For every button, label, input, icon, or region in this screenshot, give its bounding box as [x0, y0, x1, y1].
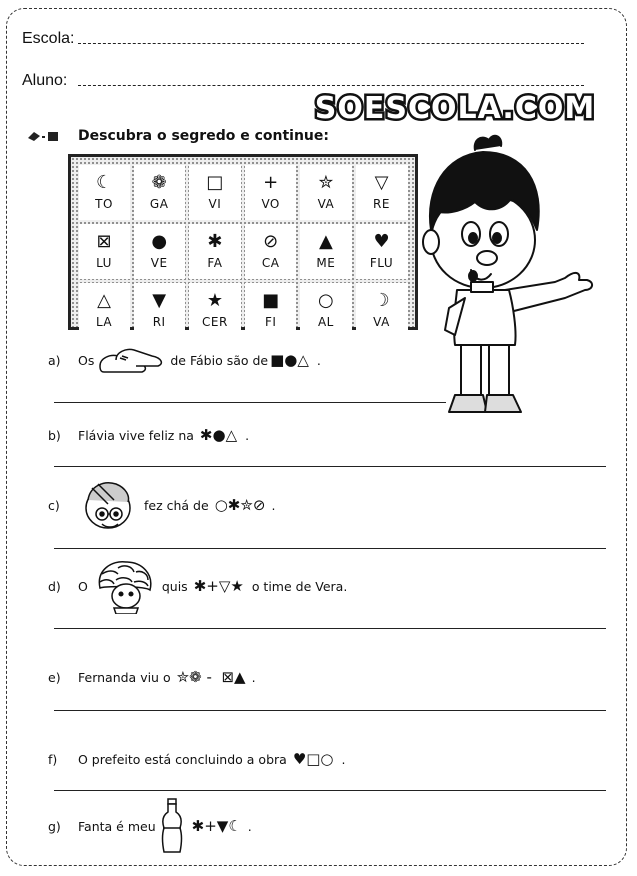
question-text-after: quis [161, 578, 188, 594]
syllable: RI [152, 315, 166, 329]
question-letter: g) [48, 818, 61, 834]
code-cell [187, 163, 243, 222]
syllable: VO [261, 197, 280, 211]
code-cell [132, 163, 187, 222]
question-f [48, 750, 346, 768]
question-text-after: de Fábio são de [170, 352, 269, 368]
square-filled-icon: ■ [262, 290, 280, 311]
question-b [48, 426, 249, 444]
syllable: VA [317, 197, 335, 211]
code-symbols: ✱●△ [199, 426, 238, 444]
code-cell [298, 281, 353, 340]
student-label: Aluno: [22, 72, 68, 89]
circle-outline-icon: ○ [318, 290, 334, 311]
question-letter: d) [48, 578, 61, 594]
syllable: VI [208, 197, 222, 211]
code-cell [77, 281, 132, 340]
question-text-before: O [78, 578, 88, 594]
code-row [77, 163, 410, 222]
answer-line-d[interactable] [54, 628, 606, 629]
code-cell [354, 163, 410, 222]
heart-icon: ♥ [373, 231, 390, 252]
syllable: CA [261, 256, 280, 270]
answer-line-b[interactable] [54, 466, 606, 467]
question-text-after: fez chá de [144, 497, 209, 513]
code-cell [354, 222, 410, 281]
code-symbols: ✱+▽★ [193, 577, 244, 595]
school-field [22, 30, 74, 48]
code-cell [187, 281, 243, 340]
question-text-before: Fernanda viu o [78, 669, 171, 685]
grandpa-icon [78, 476, 140, 534]
answer-line-e[interactable] [54, 710, 606, 711]
code-row [77, 222, 410, 281]
asterisk-icon: ✱ [207, 231, 223, 252]
triangle-outline-icon: △ [97, 290, 111, 311]
code-symbols: ♥□○ [292, 750, 334, 768]
instruction-text: Descubra o segredo e continue: [78, 128, 329, 144]
question-a [48, 346, 321, 374]
boy-illustration [405, 130, 605, 430]
answer-line-c[interactable] [54, 548, 606, 549]
question-letter: c) [48, 497, 60, 513]
syllable: GA [149, 197, 169, 211]
star-filled-icon: ★ [206, 290, 223, 311]
syllable: LU [96, 256, 112, 270]
question-text-end: . [247, 818, 252, 834]
question-text-before: O prefeito está concluindo a obra [78, 751, 287, 767]
syllable: TO [95, 197, 113, 211]
question-letter: e) [48, 669, 61, 685]
school-line[interactable] [78, 43, 584, 44]
code-cell [132, 281, 187, 340]
square-outline-icon: □ [206, 172, 224, 193]
code-table [74, 160, 412, 342]
code-cell [187, 222, 243, 281]
judge-icon [92, 558, 158, 614]
triangle-down-filled-icon: ▼ [152, 290, 167, 311]
syllable: LA [95, 315, 113, 329]
code-cell [77, 163, 132, 222]
syllable: RE [373, 197, 390, 211]
syllable: FA [207, 256, 223, 270]
moon-icon: ☾ [95, 172, 113, 193]
question-g [48, 798, 252, 854]
question-text-end: . [316, 352, 321, 368]
code-cell [298, 222, 353, 281]
syllable: ME [316, 256, 336, 270]
question-text-before: Fanta é meu [78, 818, 156, 834]
student-line[interactable] [78, 85, 584, 86]
star-outline-icon: ✮ [318, 172, 334, 193]
question-text-end: . [341, 751, 346, 767]
triangle-down-outline-icon: ▽ [374, 172, 389, 193]
code-symbols: ✮❁ - ⊠▲ [176, 668, 246, 686]
flower-icon: ❁ [151, 172, 167, 193]
crescent-icon: ☽ [373, 290, 390, 311]
code-symbols: ○✱✮⊘ [214, 496, 266, 514]
syllable: FLU [369, 256, 394, 270]
code-cell [298, 163, 353, 222]
instruction [26, 128, 329, 144]
code-symbols: ✱+▼☾ [191, 817, 242, 835]
syllable: FI [264, 315, 277, 329]
question-letter: a) [48, 352, 61, 368]
shoes-icon [96, 346, 168, 374]
question-text-end: . [245, 427, 250, 443]
question-letter: b) [48, 427, 61, 443]
triangle-filled-icon: ▲ [318, 231, 333, 252]
syllable: CER [202, 315, 228, 329]
code-cell [77, 222, 132, 281]
code-cell [243, 163, 298, 222]
answer-line-f[interactable] [54, 790, 606, 791]
question-text-before: Flávia vive feliz na [78, 427, 194, 443]
code-cell [354, 281, 410, 340]
question-text-end: . [251, 669, 256, 685]
question-d [48, 558, 347, 614]
code-cell [132, 222, 187, 281]
circle-slash-icon: ⊘ [263, 231, 279, 252]
question-letter: f) [48, 751, 58, 767]
question-text-end: o time de Vera. [251, 578, 348, 594]
question-c [48, 476, 275, 534]
pencil-icon [26, 129, 62, 143]
logo [296, 92, 614, 124]
syllable: AL [317, 315, 334, 329]
answer-line-a[interactable] [54, 402, 446, 403]
svg-text:SOESCOLA.COM: SOESCOLA.COM [314, 92, 596, 124]
plus-icon: + [263, 172, 279, 193]
boxed-x-icon: ⊠ [96, 231, 112, 252]
student-field [22, 72, 67, 90]
code-cell [243, 222, 298, 281]
code-symbols: ■●△ [270, 351, 309, 369]
bottle-icon [160, 798, 184, 854]
question-text-before: Os [78, 352, 95, 368]
code-row [77, 281, 410, 340]
question-text-end: . [271, 497, 276, 513]
code-cell [243, 281, 298, 340]
question-e [48, 668, 256, 686]
school-label: Escola: [22, 30, 75, 47]
circle-filled-icon: ● [151, 231, 168, 252]
syllable: VA [373, 315, 390, 329]
syllable: VE [150, 256, 168, 270]
